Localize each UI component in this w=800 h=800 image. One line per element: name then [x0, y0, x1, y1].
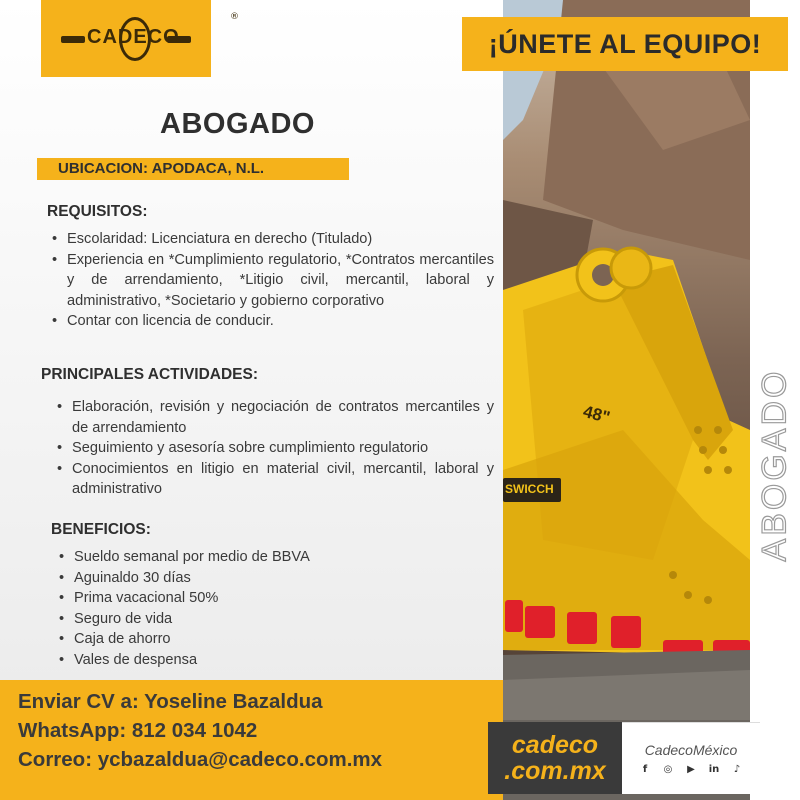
excavator-bucket-photo	[503, 0, 750, 800]
list-item: • Seguimiento y asesoría sobre cumplimiento regulatorio	[55, 438, 494, 459]
logo-bar-left	[61, 36, 85, 43]
list-item: • Sueldo semanal por medio de BBVA	[57, 547, 437, 568]
logo-wordmark: CADECO	[87, 25, 180, 48]
whatsapp-contact[interactable]: WhatsApp: 812 034 1042	[18, 719, 258, 742]
vertical-job-title: ABOGADO	[755, 368, 794, 562]
actividades-list	[55, 397, 494, 500]
join-team-banner	[462, 17, 788, 71]
youtube-icon[interactable]: ▶	[687, 764, 695, 775]
website-line1: cadeco	[511, 731, 599, 759]
beneficios-list	[57, 547, 437, 670]
cv-contact: Enviar CV a: Yoseline Bazaldua	[18, 690, 323, 713]
list-item: • Vales de despensa	[57, 650, 437, 671]
tiktok-icon[interactable]: ♪	[733, 764, 741, 775]
list-item: • Contar con licencia de conducir.	[50, 311, 494, 332]
list-item: • Aguinaldo 30 días	[57, 568, 437, 589]
actividades-heading: PRINCIPALES ACTIVIDADES:	[41, 366, 259, 383]
cadeco-logo	[41, 0, 239, 77]
bucket-illustration	[503, 0, 750, 800]
linkedin-icon[interactable]: in	[708, 764, 720, 775]
requisitos-list	[50, 229, 494, 332]
requisitos-heading: REQUISITOS:	[47, 203, 148, 220]
list-item: • Seguro de vida	[57, 609, 437, 630]
list-item: • Experiencia en *Cumplimiento regulatorio, *Contratos mercantiles y de arrendamiento, *Litigio civil, mercantil, laboral y administrativo, *Societario y gobierno corporativo	[50, 250, 494, 312]
banner-text: ¡ÚNETE AL EQUIPO!	[488, 28, 762, 59]
job-location: UBICACION: APODACA, N.L.	[37, 158, 349, 180]
list-item: • Elaboración, revisión y negociación de contratos mercantiles y de arrendamiento	[55, 397, 494, 438]
job-title: ABOGADO	[160, 108, 315, 140]
registered-mark: ®	[230, 12, 239, 22]
website-link[interactable]	[488, 722, 622, 794]
list-item: • Escolaridad: Licenciatura en derecho (Titulado)	[50, 229, 494, 250]
beneficios-heading: BENEFICIOS:	[51, 521, 151, 538]
contact-footer	[0, 680, 503, 800]
website-line2: .com.mx	[504, 757, 606, 785]
bucket-brand-label: SWICCH	[505, 482, 554, 496]
email-contact[interactable]: Correo: ycbazaldua@cadeco.com.mx	[18, 748, 383, 771]
list-item: • Conocimientos en litigio en material civil, mercantil, laboral y administrativo	[55, 459, 494, 500]
bucket-size-label: 48"	[581, 401, 613, 428]
facebook-icon[interactable]: f	[642, 764, 648, 775]
social-links	[622, 722, 760, 794]
list-item: • Prima vacacional 50%	[57, 588, 437, 609]
social-handle: CadecoMéxico	[644, 742, 738, 758]
instagram-icon[interactable]: ◎	[663, 764, 673, 775]
list-item: • Caja de ahorro	[57, 629, 437, 650]
